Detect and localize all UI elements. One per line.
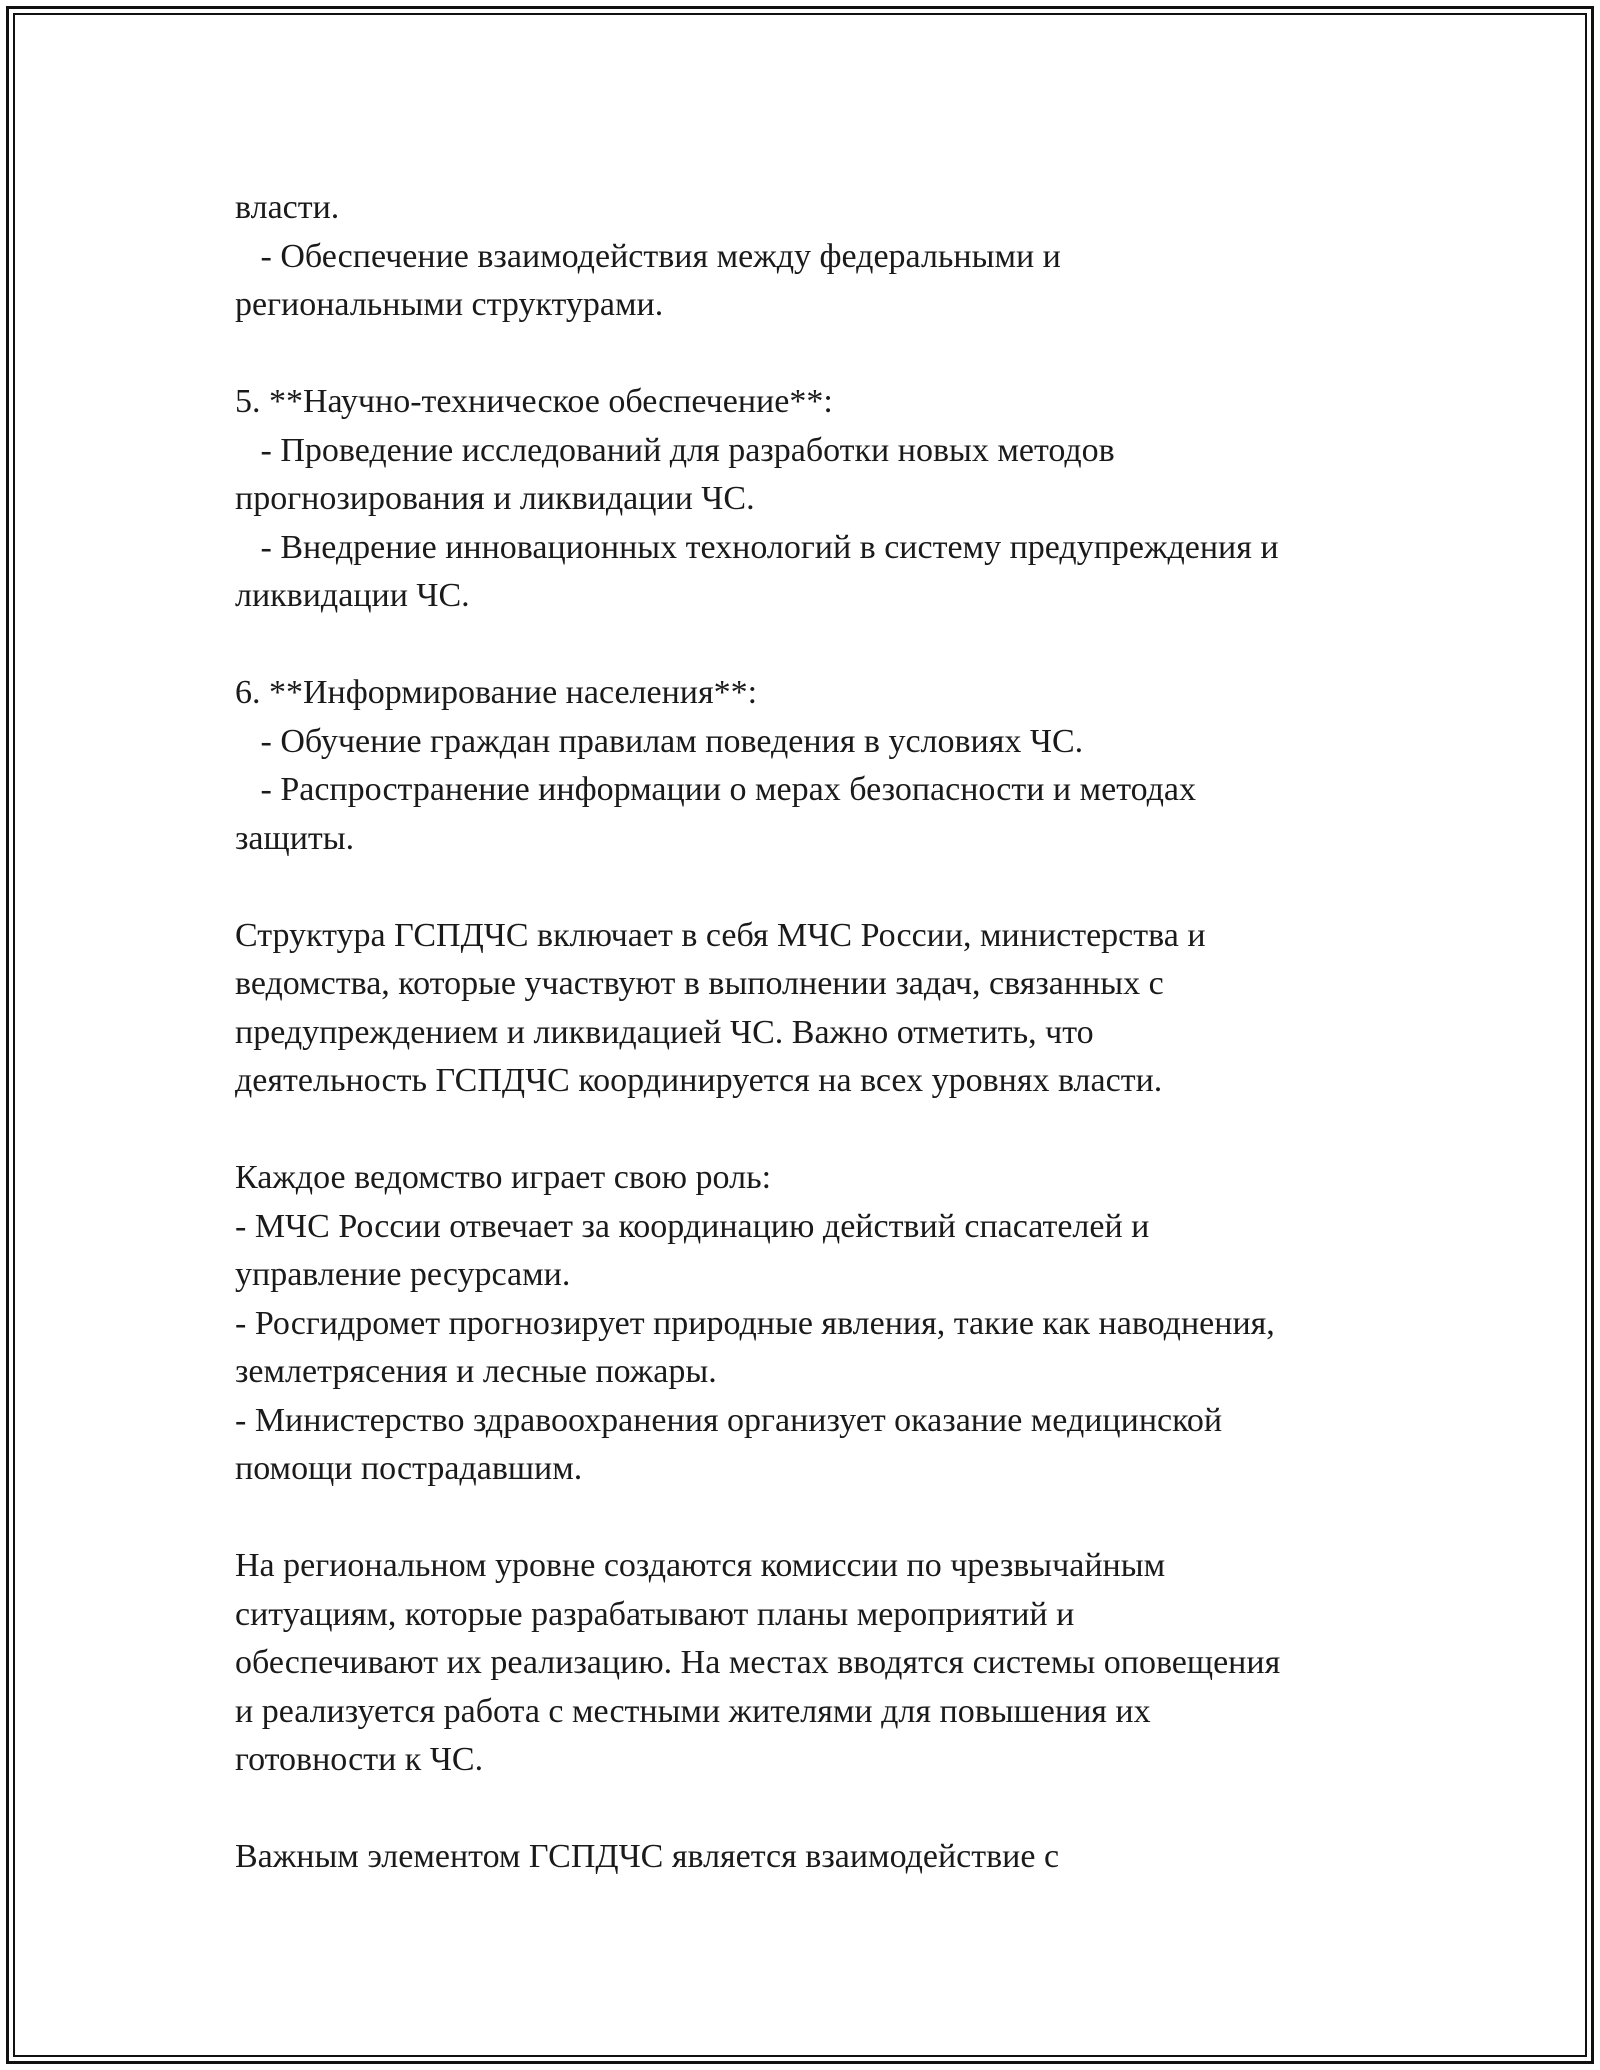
blank-line xyxy=(235,621,1385,670)
text-line: и реализуется работа с местными жителями для повышения их xyxy=(235,1692,1151,1730)
text-line: ситуациям, которые разрабатывают планы мероприятий и xyxy=(235,1595,1075,1633)
text-line: - Внедрение инновационных технологий в систему предупреждения и xyxy=(235,528,1279,566)
blank-line xyxy=(235,1106,1385,1155)
text-line: власти. xyxy=(235,189,340,226)
text-line: обеспечивают их реализацию. На местах вводятся системы оповещения xyxy=(235,1644,1281,1681)
text-line: - Распространение информации о мерах безопасности и методах xyxy=(235,771,1197,808)
text-line: - МЧС России отвечает за координацию действий спасателей и xyxy=(235,1207,1150,1245)
text-line: помощи пострадавшим. xyxy=(235,1450,583,1487)
text-line: ведомства, которые участвуют в выполнении задач, связанных с xyxy=(235,965,1164,1002)
text-line: управление ресурсами. xyxy=(235,1256,571,1293)
text-line: предупреждением и ликвидацией ЧС. Важно отметить, что xyxy=(235,1013,1094,1051)
blank-line xyxy=(235,863,1385,912)
text-line: - Обеспечение взаимодействия между федеральными и xyxy=(235,237,1061,275)
text-line: - Обучение граждан правилам поведения в условиях ЧС. xyxy=(235,722,1084,760)
text-line: На региональном уровне создаются комиссии по чрезвычайным xyxy=(235,1547,1166,1584)
blank-line xyxy=(235,1785,1385,1834)
text-line: Структура ГСПДЧС включает в себя МЧС России, министерства и xyxy=(235,916,1206,954)
text-line: землетрясения и лесные пожары. xyxy=(235,1353,717,1390)
text-line: прогнозирования и ликвидации ЧС. xyxy=(235,480,755,517)
text-line: ликвидации ЧС. xyxy=(235,577,470,614)
text-line: защиты. xyxy=(235,819,355,857)
text-line: региональными структурами. xyxy=(235,286,664,323)
text-line: готовности к ЧС. xyxy=(235,1741,484,1778)
blank-line xyxy=(235,330,1385,379)
text-line: Каждое ведомство играет свою роль: xyxy=(235,1159,772,1196)
document-body xyxy=(235,184,1385,1882)
text-line: - Росгидромет прогнозирует природные явления, такие как наводнения, xyxy=(235,1304,1275,1342)
blank-line xyxy=(235,1494,1385,1543)
text-line: - Проведение исследований для разработки новых методов xyxy=(235,431,1115,469)
text-line: - Министерство здравоохранения организует оказание медицинской xyxy=(235,1401,1223,1439)
text-line: 5. **Научно-техническое обеспечение**: xyxy=(235,383,833,420)
text-line: деятельность ГСПДЧС координируется на всех уровнях власти. xyxy=(235,1062,1163,1099)
text-line: 6. **Информирование населения**: xyxy=(235,674,758,711)
text-line: Важным элементом ГСПДЧС является взаимодействие с xyxy=(235,1838,1060,1875)
